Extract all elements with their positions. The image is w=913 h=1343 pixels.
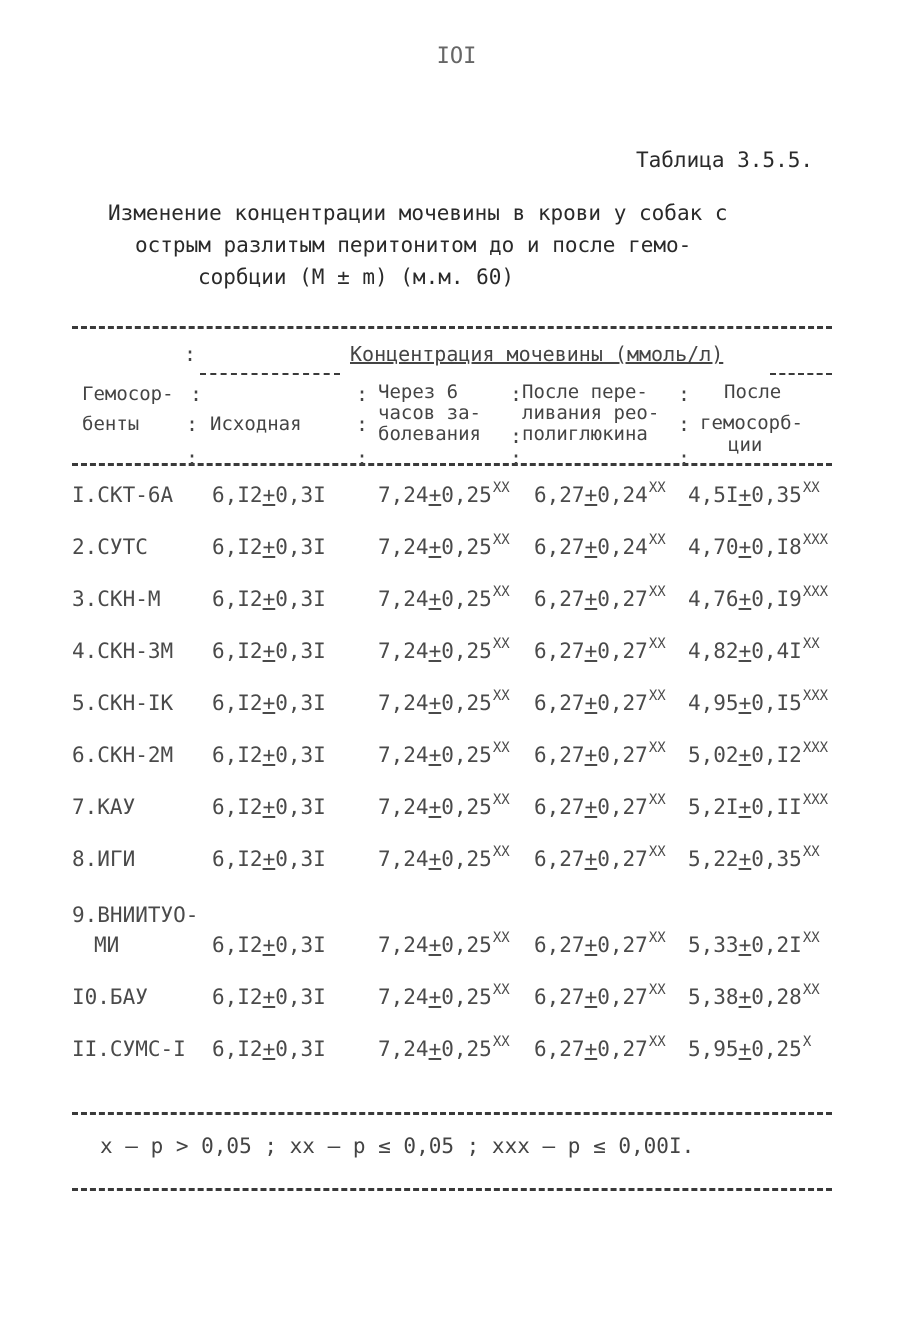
error-value: 0,28 [751,985,802,1009]
plus-minus-sign: + [584,639,598,663]
mean-value: 6,I2 [212,1037,263,1061]
row-value-c3 [688,1034,812,1061]
mean-value: 5,22 [688,847,739,871]
significance-mark: XX [802,480,820,496]
row-value-c0 [212,587,326,611]
significance-mark: XX [648,1034,666,1050]
header-colon: : [510,424,523,448]
error-value: 0,27 [597,639,648,663]
table-title-line-3: сорбции (M ± m) (м.м. 60) [198,265,515,289]
error-value: 0,24 [597,483,648,507]
error-value: 0,2I [751,933,802,957]
plus-minus-sign: + [262,535,276,559]
error-value: 0,3I [275,639,326,663]
header-subrule-right [770,373,832,375]
significance-mark: XX [492,1034,510,1050]
plus-minus-sign: + [262,691,276,715]
row-value-c0 [212,1037,326,1061]
significance-mark: XX [492,636,510,652]
header-colon: : [510,446,523,470]
significance-mark: XX [648,930,666,946]
plus-minus-sign: + [584,1037,598,1061]
error-value: 0,25 [441,933,492,957]
error-value: 0,27 [597,743,648,767]
mean-value: 6,27 [534,933,585,957]
significance-mark: XX [648,584,666,600]
error-value: 0,I5 [751,691,802,715]
error-value: 0,3I [275,933,326,957]
error-value: 0,24 [597,535,648,559]
plus-minus-sign: + [428,535,442,559]
mean-value: 4,76 [688,587,739,611]
mean-value: 7,24 [378,587,429,611]
header-colon: : [184,342,197,366]
significance-mark: XX [492,930,510,946]
significance-mark: XXX [802,688,829,704]
header-transfusion-line-3: полиглюкина [522,423,648,445]
row-value-c1 [378,792,510,819]
significance-mark: XX [648,844,666,860]
mean-value: 7,24 [378,1037,429,1061]
row-value-c3 [688,844,820,871]
mean-value: 5,02 [688,743,739,767]
error-value: 0,3I [275,1037,326,1061]
row-value-c1 [378,982,510,1009]
row-sorbent-name: I.СКТ-6А [72,483,174,507]
plus-minus-sign: + [428,795,442,819]
plus-minus-sign: + [262,795,276,819]
error-value: 0,25 [441,743,492,767]
plus-minus-sign: + [738,483,752,507]
mean-value: 6,I2 [212,933,263,957]
row-value-c3 [688,636,820,663]
mean-value: 6,27 [534,1037,585,1061]
significance-mark: XXX [802,740,829,756]
plus-minus-sign: + [428,691,442,715]
row-sorbent-name: 2.СУТС [72,535,148,559]
header-initial: Исходная [210,413,302,435]
plus-minus-sign: + [262,483,276,507]
plus-minus-sign: + [738,691,752,715]
header-hemosorption-line-1: После [724,381,782,403]
error-value: 0,27 [597,587,648,611]
mean-value: 4,70 [688,535,739,559]
error-value: 0,27 [597,1037,648,1061]
mean-value: 6,I2 [212,535,263,559]
error-value: 0,27 [597,933,648,957]
significance-mark: XX [492,688,510,704]
error-value: 0,25 [441,535,492,559]
error-value: 0,25 [441,639,492,663]
mean-value: 7,24 [378,639,429,663]
row-value-c3 [688,532,829,559]
plus-minus-sign: + [584,587,598,611]
row-value-c2 [534,740,666,767]
plus-minus-sign: + [584,795,598,819]
plus-minus-sign: + [262,587,276,611]
mean-value: 6,27 [534,985,585,1009]
significance-mark: XX [802,982,820,998]
header-group-concentration: Концентрация мочевины (ммоль/л) [350,342,724,366]
significance-mark: XX [492,532,510,548]
plus-minus-sign: + [738,847,752,871]
mean-value: 6,I2 [212,587,263,611]
error-value: 0,25 [441,1037,492,1061]
row-value-c3 [688,930,820,957]
header-sorbent-line-2: бенты [82,413,140,435]
significance-mark: XXX [802,584,829,600]
plus-minus-sign: + [428,933,442,957]
plus-minus-sign: + [738,985,752,1009]
plus-minus-sign: + [738,1037,752,1061]
row-value-c1 [378,480,510,507]
header-after-6h-line-2: часов за- [378,402,481,424]
mean-value: 6,I2 [212,691,263,715]
error-value: 0,35 [751,483,802,507]
row-sorbent-name: 9.ВНИИТУО- [72,903,199,927]
significance-mark: XX [492,480,510,496]
row-value-c2 [534,1034,666,1061]
error-value: 0,3I [275,691,326,715]
significance-mark: XX [492,982,510,998]
significance-mark: XX [492,740,510,756]
row-value-c0 [212,535,326,559]
row-value-c2 [534,584,666,611]
mean-value: 4,5I [688,483,739,507]
row-value-c1 [378,688,510,715]
page-bottom-rule [72,1188,832,1191]
table-title-line-2: острым разлитым перитонитом до и после гемо- [135,233,692,257]
plus-minus-sign: + [428,847,442,871]
plus-minus-sign: + [738,933,752,957]
error-value: 0,3I [275,795,326,819]
mean-value: 6,27 [534,847,585,871]
significance-mark: XX [648,688,666,704]
header-sorbent-line-1: Гемосор- [82,383,174,405]
plus-minus-sign: + [262,743,276,767]
row-value-c1 [378,1034,510,1061]
mean-value: 6,27 [534,691,585,715]
mean-value: 5,38 [688,985,739,1009]
header-colon: : [190,382,203,406]
significance-mark: XX [648,740,666,756]
plus-minus-sign: + [428,587,442,611]
error-value: 0,25 [441,483,492,507]
mean-value: 6,I2 [212,743,263,767]
header-hemosorption-line-3: ции [728,434,763,456]
header-colon: : [186,446,199,470]
row-value-c3 [688,688,829,715]
mean-value: 6,I2 [212,795,263,819]
mean-value: 6,27 [534,639,585,663]
row-value-c2 [534,636,666,663]
row-value-c3 [688,792,829,819]
error-value: 0,3I [275,587,326,611]
error-value: 0,3I [275,847,326,871]
significance-mark: XX [648,982,666,998]
error-value: 0,27 [597,691,648,715]
error-value: 0,I8 [751,535,802,559]
plus-minus-sign: + [262,847,276,871]
row-sorbent-name: I0.БАУ [72,985,148,1009]
plus-minus-sign: + [428,985,442,1009]
header-colon: : [678,412,691,436]
header-colon: : [356,412,369,436]
plus-minus-sign: + [262,639,276,663]
row-value-c2 [534,982,666,1009]
error-value: 0,25 [441,587,492,611]
mean-value: 5,95 [688,1037,739,1061]
row-value-c2 [534,792,666,819]
row-value-c0 [212,933,326,957]
plus-minus-sign: + [262,933,276,957]
header-colon: : [356,446,369,470]
plus-minus-sign: + [262,985,276,1009]
error-value: 0,I9 [751,587,802,611]
error-value: 0,3I [275,535,326,559]
error-value: 0,4I [751,639,802,663]
mean-value: 4,82 [688,639,739,663]
plus-minus-sign: + [738,743,752,767]
error-value: 0,3I [275,985,326,1009]
header-after-6h-line-3: болевания [378,423,481,445]
top-rule [72,326,832,329]
mean-value: 6,I2 [212,483,263,507]
error-value: 0,25 [441,691,492,715]
mean-value: 5,33 [688,933,739,957]
row-sorbent-name: 8.ИГИ [72,847,136,871]
error-value: 0,3I [275,743,326,767]
header-colon: : [678,446,691,470]
mean-value: 7,24 [378,691,429,715]
significance-mark: XX [648,636,666,652]
plus-minus-sign: + [738,795,752,819]
significance-mark: XX [648,532,666,548]
mean-value: 6,27 [534,743,585,767]
error-value: 0,I2 [751,743,802,767]
row-value-c2 [534,688,666,715]
row-sorbent-name: II.СУМС-I [72,1037,186,1061]
mean-value: 7,24 [378,535,429,559]
error-value: 0,II [751,795,802,819]
page-number: IOI [436,44,477,69]
significance-mark: X [802,1034,812,1050]
mean-value: 4,95 [688,691,739,715]
mean-value: 7,24 [378,933,429,957]
row-value-c2 [534,480,666,507]
footnote: x – p > 0,05 ; xx – p ≤ 0,05 ; xxx – p ≤ 0,00I. [100,1134,695,1158]
error-value: 0,27 [597,795,648,819]
mean-value: 6,27 [534,535,585,559]
significance-mark: XXX [802,792,829,808]
row-value-c0 [212,691,326,715]
header-hemosorption-line-2: гемосорб- [700,412,803,434]
plus-minus-sign: + [584,847,598,871]
plus-minus-sign: + [428,1037,442,1061]
row-value-c3 [688,480,820,507]
plus-minus-sign: + [428,743,442,767]
mean-value: 5,2I [688,795,739,819]
row-value-c0 [212,847,326,871]
plus-minus-sign: + [428,639,442,663]
error-value: 0,25 [441,795,492,819]
mean-value: 7,24 [378,985,429,1009]
significance-mark: XX [802,636,820,652]
header-colon: : [510,382,523,406]
row-value-c2 [534,532,666,559]
mean-value: 7,24 [378,743,429,767]
row-value-c0 [212,743,326,767]
row-value-c0 [212,639,326,663]
error-value: 0,27 [597,985,648,1009]
row-value-c1 [378,636,510,663]
table-label: Таблица 3.5.5. [636,148,814,172]
plus-minus-sign: + [738,535,752,559]
plus-minus-sign: + [738,639,752,663]
error-value: 0,27 [597,847,648,871]
mean-value: 6,I2 [212,985,263,1009]
header-after-6h-line-1: Через 6 [378,381,459,403]
significance-mark: XX [648,480,666,496]
mean-value: 7,24 [378,795,429,819]
row-value-c2 [534,930,666,957]
row-value-c1 [378,532,510,559]
plus-minus-sign: + [584,743,598,767]
row-value-c3 [688,982,820,1009]
error-value: 0,35 [751,847,802,871]
plus-minus-sign: + [584,483,598,507]
significance-mark: XX [648,792,666,808]
row-value-c0 [212,985,326,1009]
plus-minus-sign: + [584,985,598,1009]
header-transfusion-line-1: После пере- [522,381,648,403]
mean-value: 7,24 [378,483,429,507]
row-sorbent-name: 7.КАУ [72,795,136,819]
mean-value: 6,I2 [212,639,263,663]
row-value-c1 [378,844,510,871]
row-value-c1 [378,930,510,957]
header-subrule-left [200,373,340,375]
row-sorbent-name: 3.СКН-М [72,587,161,611]
significance-mark: XX [492,792,510,808]
plus-minus-sign: + [584,535,598,559]
plus-minus-sign: + [428,483,442,507]
table-bottom-rule [72,1112,832,1115]
header-colon: : [678,382,691,406]
mean-value: 6,27 [534,483,585,507]
header-colon: : [356,382,369,406]
row-sorbent-name: 4.СКН-3М [72,639,174,663]
row-value-c0 [212,483,326,507]
row-value-c3 [688,740,829,767]
row-sorbent-name: 5.СКН-IК [72,691,174,715]
mean-value: 6,27 [534,795,585,819]
row-sorbent-name: 6.СКН-2М [72,743,174,767]
error-value: 0,25 [441,847,492,871]
plus-minus-sign: + [262,1037,276,1061]
error-value: 0,3I [275,483,326,507]
row-value-c2 [534,844,666,871]
row-value-c3 [688,584,829,611]
mean-value: 7,24 [378,847,429,871]
header-colon: : [186,412,199,436]
table-title-line-1: Изменение концентрации мочевины в крови у собак с [108,201,728,225]
mean-value: 6,27 [534,587,585,611]
row-value-c0 [212,795,326,819]
plus-minus-sign: + [584,933,598,957]
error-value: 0,25 [751,1037,802,1061]
row-sorbent-name-cont: МИ [94,933,120,957]
header-transfusion-line-2: ливания рео- [522,402,660,424]
significance-mark: XX [492,584,510,600]
plus-minus-sign: + [584,691,598,715]
mean-value: 6,I2 [212,847,263,871]
row-value-c1 [378,740,510,767]
significance-mark: XX [802,844,820,860]
significance-mark: XX [492,844,510,860]
plus-minus-sign: + [738,587,752,611]
error-value: 0,25 [441,985,492,1009]
row-value-c1 [378,584,510,611]
significance-mark: XX [802,930,820,946]
significance-mark: XXX [802,532,829,548]
